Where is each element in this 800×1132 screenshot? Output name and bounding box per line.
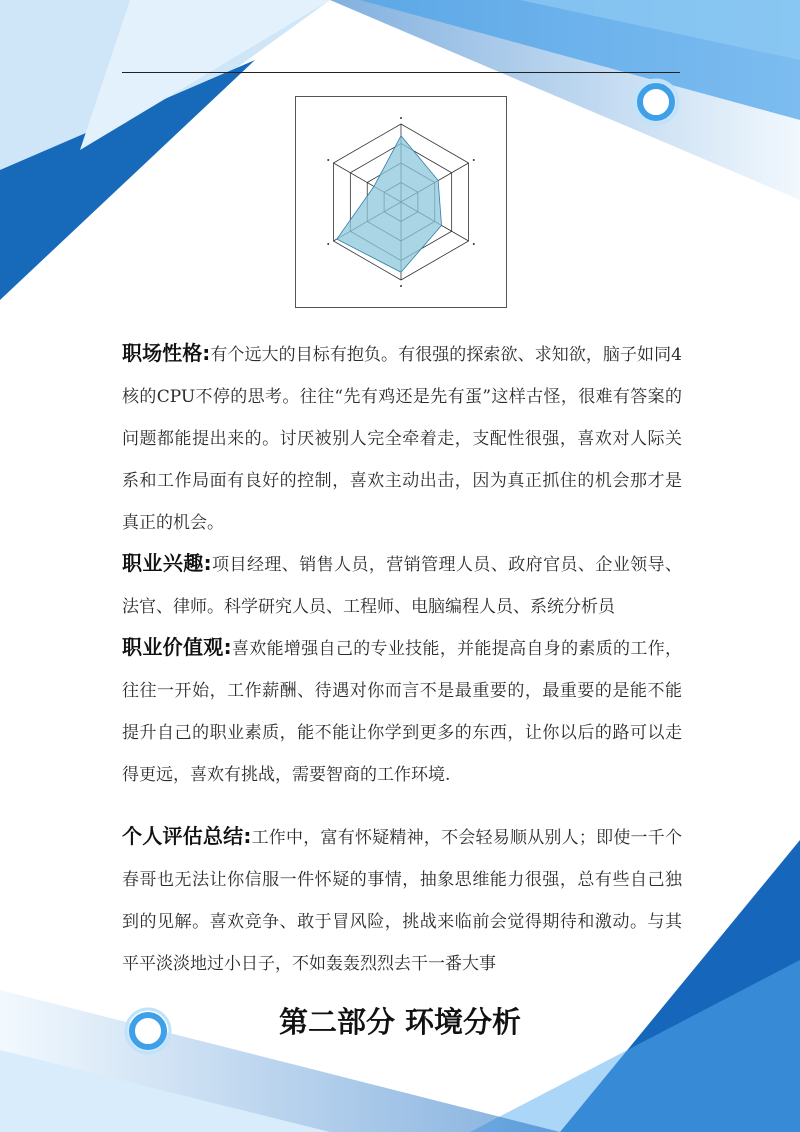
radar-axis-marker [400, 285, 402, 287]
radar-chart [295, 96, 507, 308]
ring-top-right [634, 80, 678, 124]
radar-axis-marker [327, 159, 329, 161]
section-title: 第二部分 环境分析 [278, 1005, 522, 1039]
paragraph-career-interest [122, 542, 682, 628]
paragraph-text: 喜欢能增强自己的专业技能，并能提高自身的素质的工作，往往一开始，工作薪酬、待遇对你而言不是最重要的，最重要的是能不能提升自己的职业素质，能不能让你学到更多的东西，让你以后的路可以走得更远，喜欢有挑战，需要智商的工作环境. [122, 639, 683, 785]
paragraph-text: 有个远大的目标有抱负。有很强的探索欲、求知欲，脑子如同4核的CPU不停的思考。往往“先有鸡还是先有蛋”这样古怪，很难有答案的问题都能提出来的。讨厌被别人完全牵着走，支配性很强，喜欢对人际关系和工作局面有良好的控制，喜欢主动出击，因为真正抓住的机会那才是真正的机会。 [122, 345, 682, 533]
paragraph-text: 项目经理、销售人员，营销管理人员、政府官员、企业领导、法官、律师。科学研究人员、工程师、电脑编程人员、系统分析员 [122, 555, 683, 617]
paragraph-text: 工作中，富有怀疑精神，不会轻易顺从别人；即使一千个春哥也无法让你信服一件怀疑的事情，抽象思维能力很强，总有些自己独到的见解。喜欢竞争、敢于冒风险，挑战来临前会觉得期待和激动。与其平平淡淡地过小日子，不如轰轰烈烈去干一番大事 [122, 828, 683, 974]
paragraph-career-values [122, 626, 682, 796]
paragraph-lead: 职业兴趣: [122, 551, 212, 575]
top-divider [122, 72, 680, 73]
radar-axis-marker [473, 243, 475, 245]
paragraph-lead: 个人评估总结: [122, 824, 252, 848]
radar-axis-marker [473, 159, 475, 161]
paragraph-personal-summary [122, 815, 682, 985]
radar-chart-svg [296, 97, 506, 307]
radar-axis-marker [400, 117, 402, 119]
paragraph-lead: 职业价值观: [122, 635, 232, 659]
radar-axis-marker [327, 243, 329, 245]
paragraph-lead: 职场性格: [122, 341, 211, 365]
paragraph-workplace-personality [122, 332, 682, 544]
